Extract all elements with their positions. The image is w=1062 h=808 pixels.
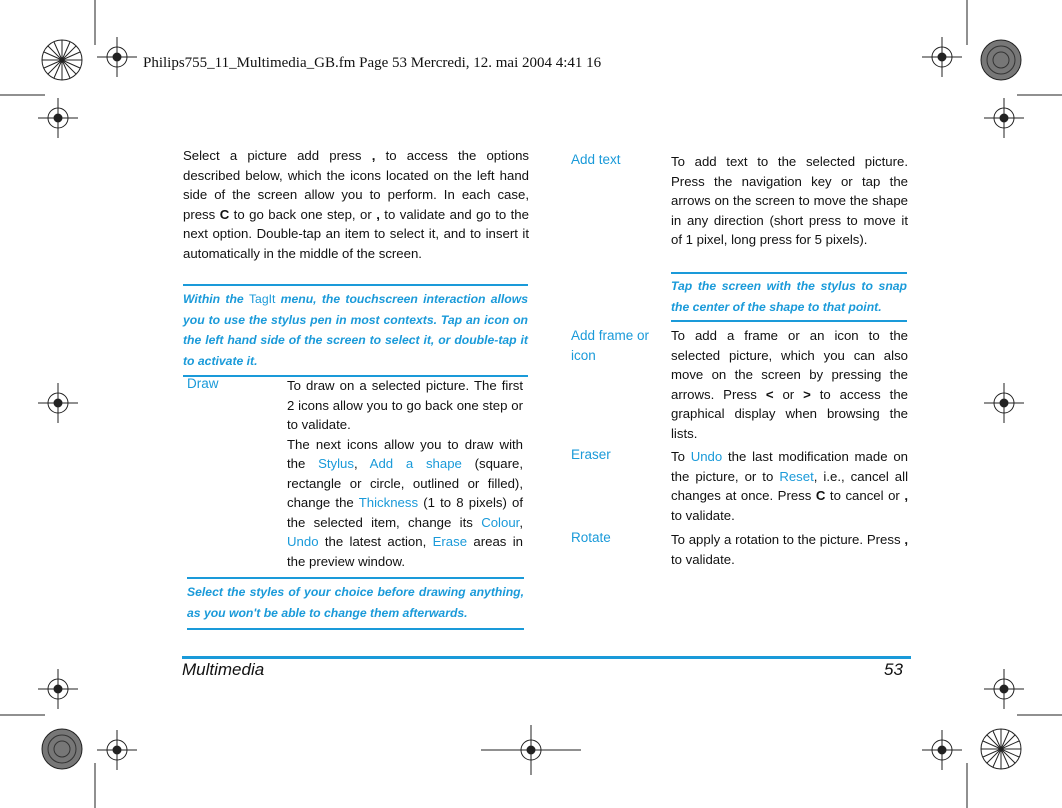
registration-target-icon	[38, 383, 78, 423]
stylus-option: Stylus	[318, 456, 354, 471]
page-number: 53	[884, 660, 903, 679]
file-info-header: Philips755_11_Multimedia_GB.fm Page 53 Mercredi, 12. mai 2004 4:41 16	[143, 55, 602, 71]
registration-target-icon	[97, 37, 137, 77]
ok-key-icon: ,	[904, 488, 908, 503]
footer-section-title: Multimedia	[182, 660, 265, 679]
undo-option: Undo	[690, 449, 723, 464]
gray-circle-mark-icon	[981, 40, 1021, 80]
registration-target-icon	[984, 383, 1024, 423]
intro-paragraph: Select a picture add press , to access the options described below, which the icons located on the left hand side of the screen allow you to perform. In each case, press C to go back one step, or , to validate and go to the next option. Double-tap an item to select it, and to insert it automatically in the middle of the screen.	[183, 148, 530, 261]
thickness-option: Thickness	[358, 495, 419, 510]
stylus-note: Within the TagIt menu, the touchscreen interaction allows you to use the stylus pen in most contexts. Tap an icon on the left hand side of the screen to select it, or double-tap it to activate it.	[183, 284, 528, 377]
rotate-description: To apply a rotation to the picture. Press , to validate.	[671, 532, 908, 567]
registration-target-icon	[984, 669, 1024, 709]
clear-key-icon: C	[815, 488, 826, 503]
colour-option: Colour	[481, 514, 520, 530]
left-key-icon: <	[765, 386, 774, 402]
tagit-menu-name: TagIt	[248, 292, 276, 306]
undo-option: Undo	[287, 534, 319, 549]
registration-target-icon	[922, 730, 962, 770]
footer-rule	[182, 656, 911, 659]
add-shape-option: Add a shape	[369, 456, 462, 471]
ok-key-icon: ,	[371, 148, 376, 163]
starburst-mark-icon	[981, 729, 1021, 769]
gray-circle-mark-icon	[42, 729, 82, 769]
term-rotate: Rotate	[571, 530, 611, 545]
add-frame-description: To add a frame or an icon to the selected picture, which you can also move on the screen by pressing the arrows. Press < or > to access the graphical display when browsing the lists.	[671, 328, 908, 441]
ok-key-icon: ,	[376, 206, 380, 222]
starburst-mark-icon	[42, 40, 82, 80]
term-draw: Draw	[187, 376, 219, 391]
registration-target-icon	[984, 98, 1024, 138]
right-key-icon: >	[803, 386, 811, 402]
term-add-frame: Add frame or icon	[571, 328, 650, 363]
draw-description: To draw on a selected picture. The first 2 icons allow you to go back one step or to validate. The next icons allow you to draw with the Stylus, Add a shape (square, rectangle or circle, outlined or filled), change the Thickness (1 to 8 pixels) of the selected item, change its Colour, Undo the latest action, Erase areas in the preview window.	[287, 378, 524, 569]
styles-note: Select the styles of your choice before drawing anything, as you won't be able to change them afterwards.	[187, 577, 524, 630]
eraser-description: To Undo the last modification made on the picture, or to Reset, i.e., cancel all changes at once. Press C to cancel or , to validate.	[671, 449, 908, 523]
add-text-description: To add text to the selected picture. Press the navigation key or tap the arrows on the screen to move the shape in any direction (short press to move it of 1 pixel, long press for 5 pixels).	[671, 154, 908, 247]
erase-option: Erase	[432, 534, 468, 549]
snap-note: Tap the screen with the stylus to snap the center of the shape to that point.	[671, 272, 907, 322]
clear-key-icon: C	[219, 206, 230, 222]
registration-target-icon	[922, 37, 962, 77]
registration-target-icon	[97, 730, 137, 770]
reset-option: Reset	[779, 468, 814, 484]
registration-target-icon	[481, 725, 581, 775]
registration-target-icon	[38, 669, 78, 709]
registration-target-icon	[38, 98, 78, 138]
term-add-text: Add text	[571, 152, 621, 167]
ok-key-icon: ,	[904, 532, 908, 547]
term-eraser: Eraser	[571, 447, 611, 462]
